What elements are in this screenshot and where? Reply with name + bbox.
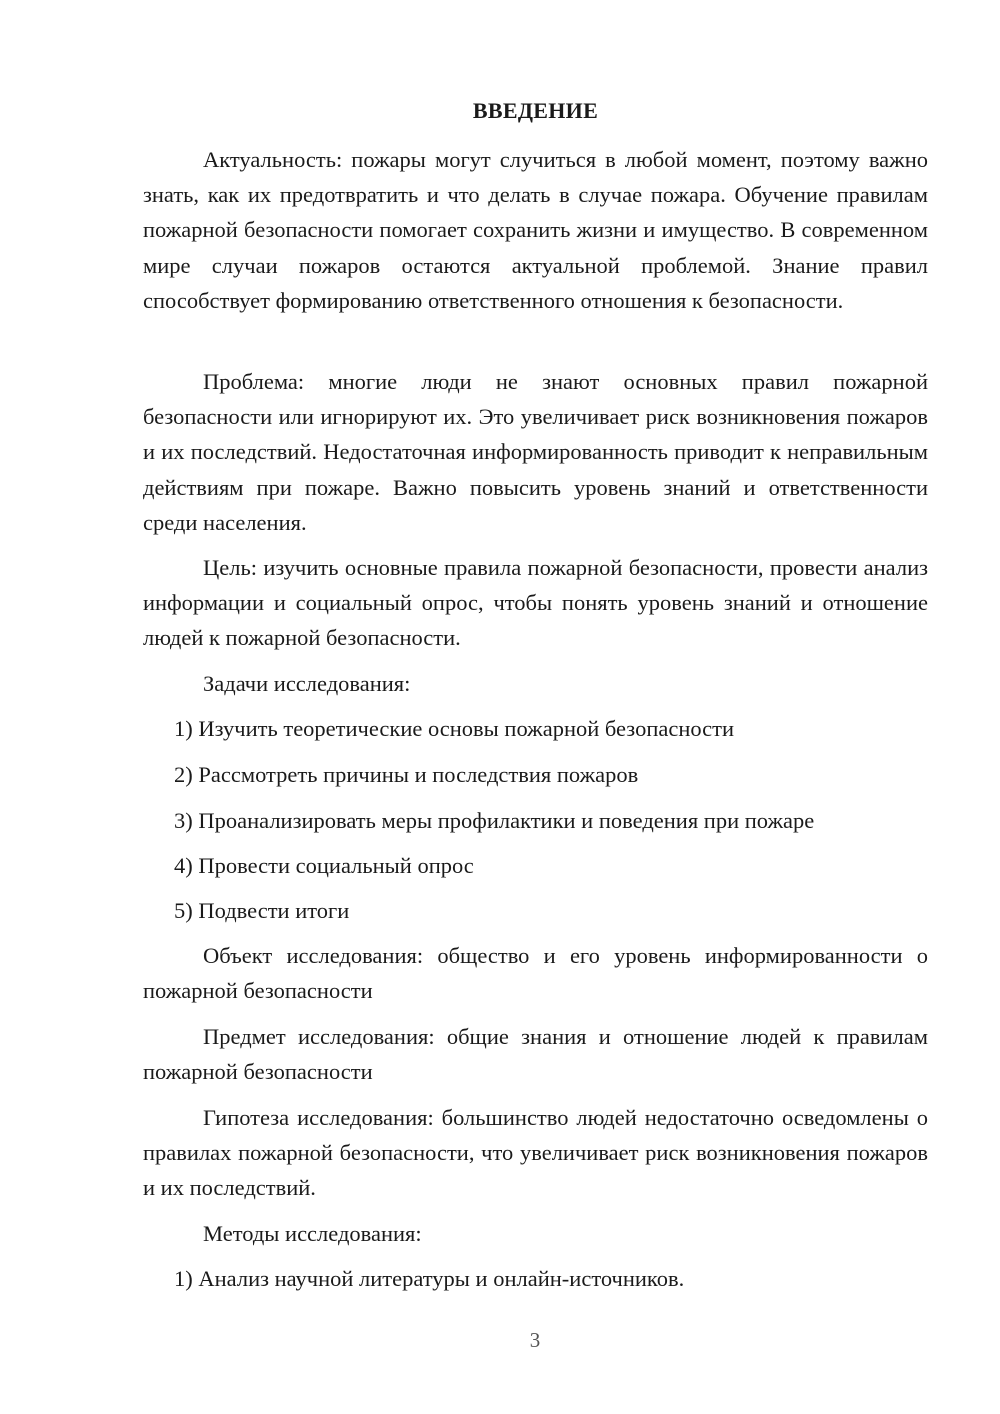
- page-title: ВВЕДЕНИЕ: [472, 98, 599, 123]
- hypothesis-paragraph: Гипотеза исследования: большинство людей недостаточно осведомлены о правилах пожарной безопасности, что увеличивает риск возникновения пожаров и их последствий.: [143, 1105, 928, 1201]
- object-paragraph: Объект исследования: общество и его уровень информированности о пожарной безопасности: [143, 943, 928, 1004]
- problem-paragraph: Проблема: многие люди не знают основных правил пожарной безопасности или игнорируют их. Это увеличивает риск возникновения пожаров и их последствий. Недостаточная информированность приводит к неправильным действиям при пожаре. Важно повысить уровень знаний и ответственности среди населения.: [143, 369, 928, 535]
- task-item: 2) Рассмотреть причины и последствия пожаров: [174, 762, 639, 787]
- relevance-paragraph: Актуальность: пожары могут случиться в любой момент, поэтому важно знать, как их предотвратить и что делать в случае пожара. Обучение правилам пожарной безопасности помогает сохранить жизни и имущество. В современном мире случаи пожаров остаются актуальной проблемой. Знание правил способствует формированию ответственного отношения к безопасности.: [143, 147, 928, 313]
- subject-paragraph: Предмет исследования: общие знания и отношение людей к правилам пожарной безопасности: [143, 1024, 928, 1085]
- page-number: 3: [529, 1328, 541, 1352]
- task-item: 5) Подвести итоги: [174, 898, 350, 923]
- task-item: 4) Провести социальный опрос: [174, 853, 474, 878]
- method-item: 1) Анализ научной литературы и онлайн-источников.: [174, 1266, 685, 1291]
- methods-heading: Методы исследования:: [203, 1221, 422, 1246]
- goal-paragraph: Цель: изучить основные правила пожарной безопасности, провести анализ информации и социальный опрос, чтобы понять уровень знаний и отношение людей к пожарной безопасности.: [143, 555, 928, 651]
- tasks-heading: Задачи исследования:: [203, 671, 411, 696]
- task-item: 1) Изучить теоретические основы пожарной безопасности: [174, 716, 735, 741]
- task-item: 3) Проанализировать меры профилактики и поведения при пожаре: [174, 808, 815, 833]
